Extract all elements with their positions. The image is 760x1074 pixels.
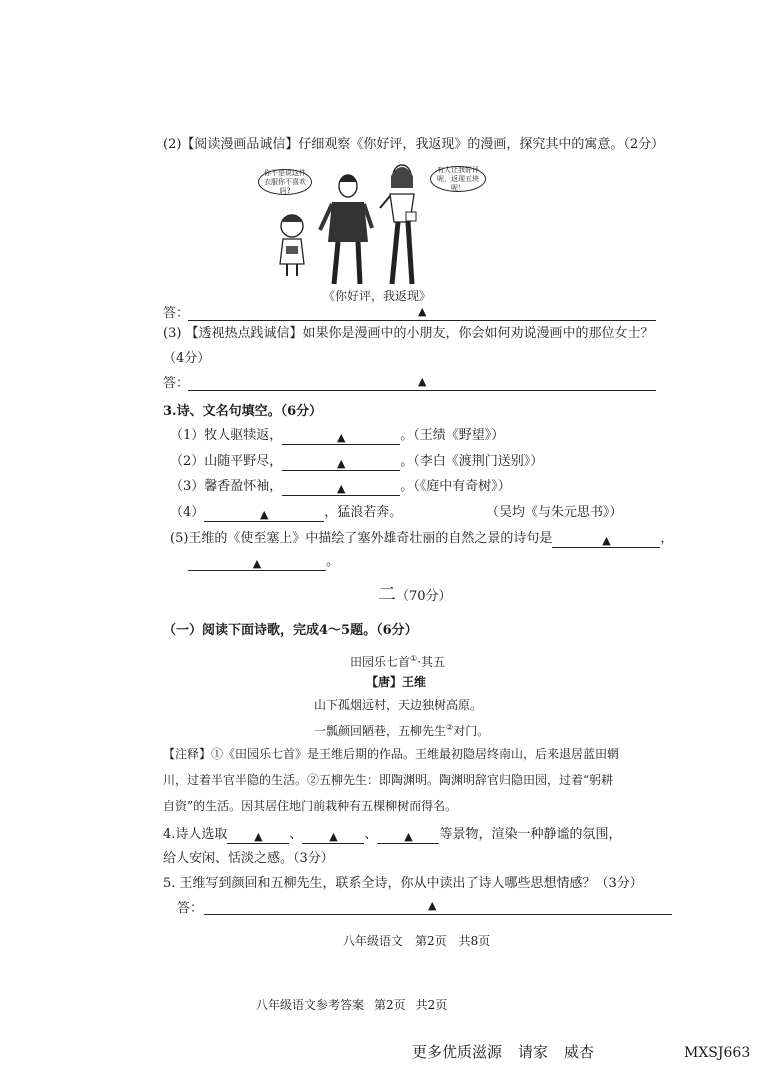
question-3-prompt: (3) 【透视热点践诚信】如果你是漫画中的小朋友，你会如何劝说漫画中的那位女士？	[163, 326, 654, 341]
blank-2: ▲	[282, 455, 400, 471]
speech-bubble-child: 你不是说这件衣服你不喜欢吗?	[258, 169, 312, 195]
poem-line-1: 山下孤烟远村，天边独树高原。	[314, 698, 483, 712]
notes-line-1: 【注释】①《田园乐七首》是王维后期的作品。王维最初隐居终南山，后来退居蓝田辋	[163, 747, 620, 761]
q4-blank-2: ▲	[302, 828, 364, 844]
section-3-heading: 3.诗、文名句填空。（6分）	[163, 404, 323, 419]
answer-line-2	[188, 320, 656, 321]
answer-footer: 八年级语文参考答案 第2页 共2页	[256, 998, 448, 1012]
poem-author: 【唐】王维	[366, 675, 427, 689]
fill-item-5-line2: ▲ 。	[188, 553, 339, 571]
poem-title: 田园乐七首①·其五	[350, 654, 446, 669]
blank-5b: ▲	[188, 555, 326, 571]
page-footer: 八年级语文 第2页 共8页	[343, 934, 491, 948]
answer-line-3	[188, 390, 656, 391]
question-2-prompt: (2)【阅读漫画品诚信】仔细观察《你好评，我返现》的漫画，探究其中的寓意。（2分）	[163, 137, 665, 152]
answer-marker-3: ▲	[418, 375, 427, 388]
poem-line-2: 一瓢颜回陋巷，五柳先生②对门。	[314, 723, 490, 738]
watermark-code: MXSJ663	[684, 1045, 751, 1061]
notes-line-3: 自资”的生活。因其居住地门前栽种有五棵柳树而得名。	[163, 799, 458, 813]
reading-heading: （一）阅读下面诗歌，完成4～5题。（6分）	[163, 623, 418, 638]
answer-label-3: 答：	[163, 376, 190, 391]
q4-blank-1: ▲	[227, 828, 289, 844]
fill-item-4: （4） ▲ ，猛浪若奔。	[170, 505, 403, 521]
speech-bubble-woman: 有人让我好评呢，返现五块呢！	[430, 166, 486, 192]
blank-1: ▲	[282, 429, 400, 445]
fill-item-4-source: （吴均《与朱元思书》）	[486, 505, 623, 520]
fill-item-5: (5)王维的《使至塞上》中描绘了塞外雄奇壮丽的自然之景的诗句是 ▲ ，	[170, 531, 674, 547]
fill-item-3: （3）馨香盈怀袖， ▲ 。（《庭中有奇树》）	[170, 479, 511, 495]
notes-line-2: 川，过着半官半隐的生活。②五柳先生：即陶渊明。陶渊明辞官归隐田园，过着“躬耕	[163, 773, 614, 787]
fill-item-1: （1）牧人驱犊返， ▲ 。（王绩《野望》）	[170, 428, 505, 444]
fill-item-2: （2）山随平野尽， ▲ 。（李白《渡荆门送别》）	[170, 454, 544, 470]
answer-line-5	[204, 914, 672, 915]
question-3-score: （4分）	[163, 351, 211, 366]
question-4: 4.诗人选取 ▲ 、 ▲ 、 ▲ 等景物，渲染一种静谧的氛围，	[163, 827, 622, 843]
blank-4: ▲	[204, 506, 324, 522]
answer-marker-2: ▲	[418, 305, 427, 318]
q4-blank-3: ▲	[377, 828, 439, 844]
answer-marker-5: ▲	[428, 899, 437, 912]
watermark: 更多优质滋源 请家 威杏	[412, 1043, 595, 1061]
answer-label-5: 答：	[177, 901, 204, 916]
blank-5a: ▲	[552, 532, 660, 548]
answer-label-2: 答：	[163, 306, 190, 321]
blank-3: ▲	[282, 480, 400, 496]
comic-caption: 《你好评，我返现》	[323, 289, 432, 303]
question-4-line-2: 给人安闲、恬淡之感。（3分）	[163, 851, 334, 866]
part-2-title: 二（70分）	[378, 584, 452, 605]
question-5: 5. 王维写到颜回和五柳先生，联系全诗，你从中读出了诗人哪些思想情感？（3分）	[163, 876, 643, 891]
